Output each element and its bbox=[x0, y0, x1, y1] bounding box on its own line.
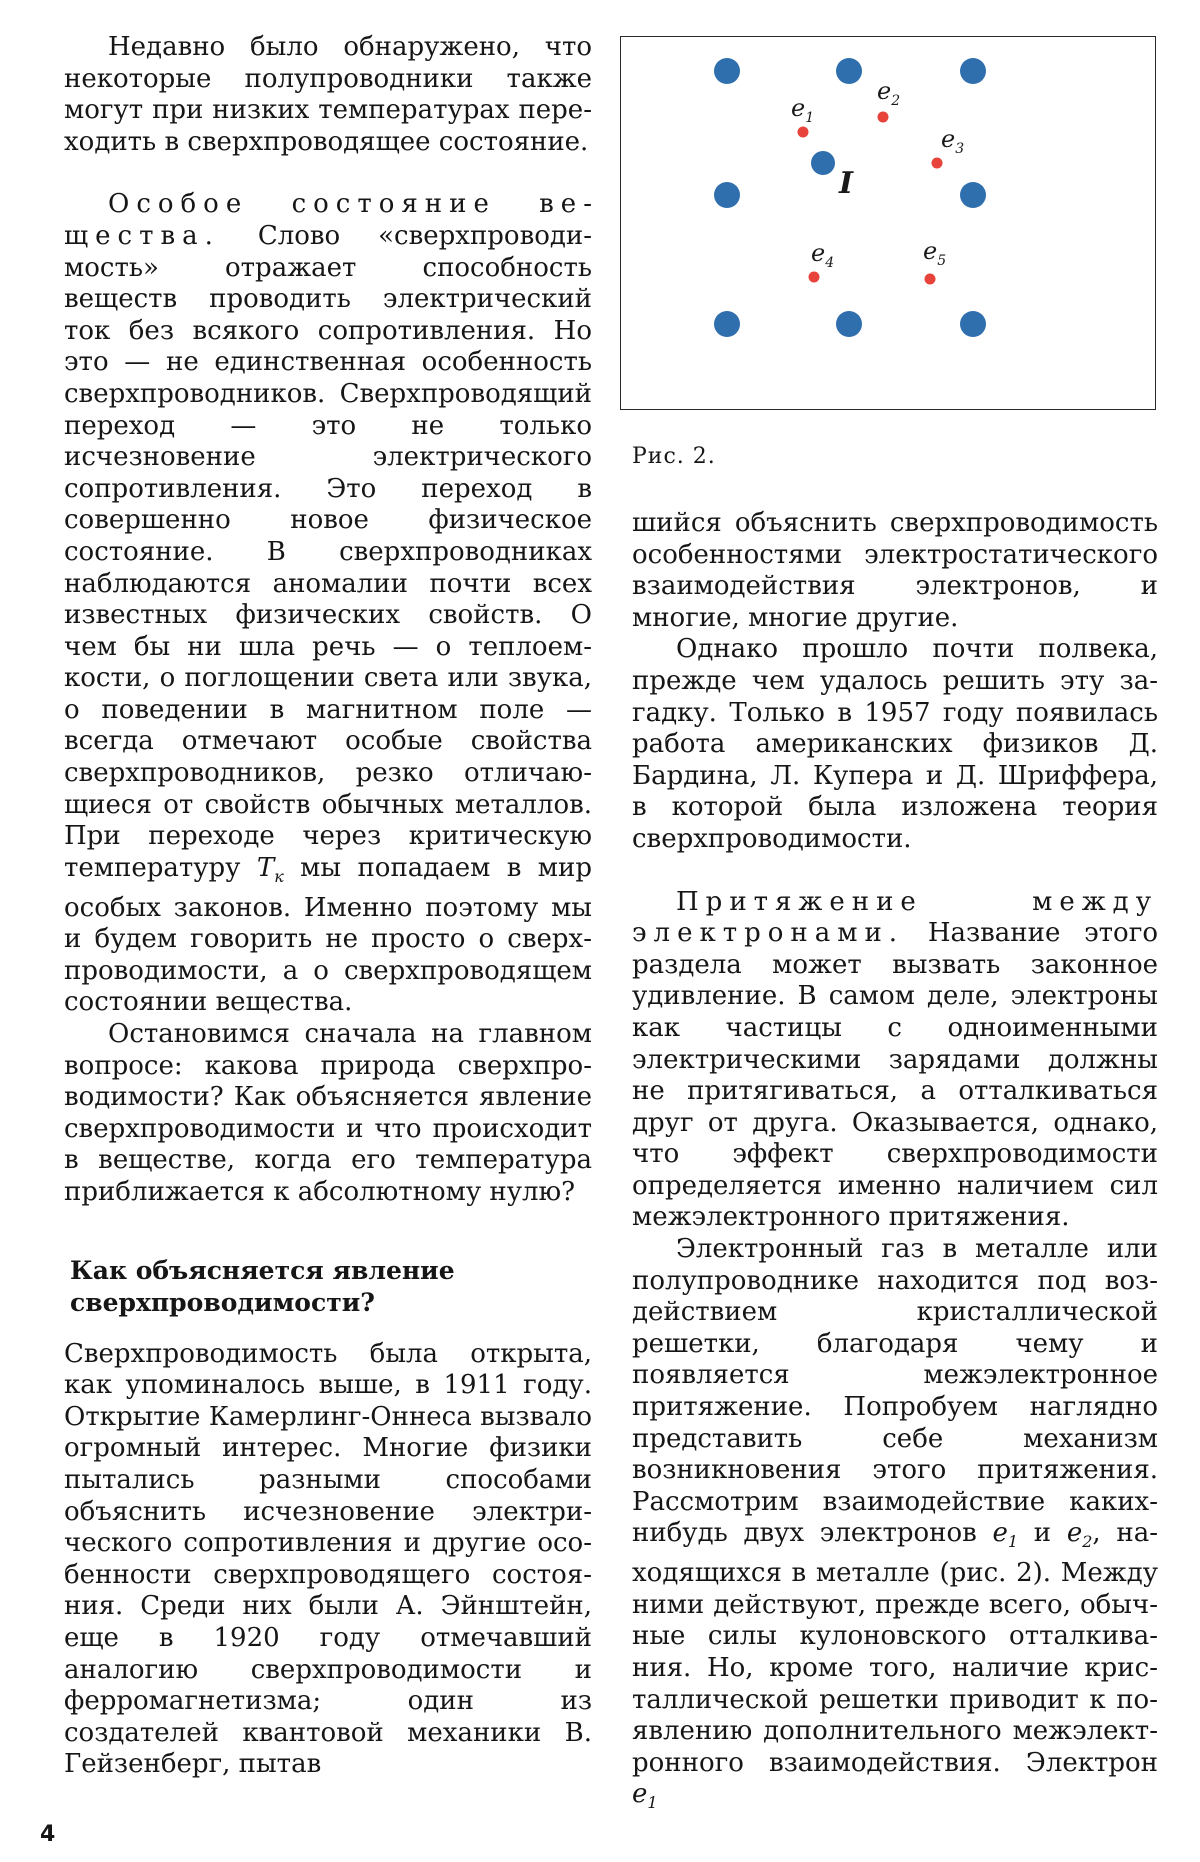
symbol-t: T bbox=[256, 852, 275, 883]
paragraph-electron-gas-b: , находящихся в металле (рис. 2). Между ними действуют, прежде всего, обычные силы кулоновского отталкивания. Но, кроме того, наличие кристаллической решетки приводит к появлению дополнительного межэлектронного взаимодействия. Электрон bbox=[632, 1518, 1158, 1778]
central-ion bbox=[811, 151, 835, 175]
electron-dot-e5 bbox=[925, 274, 936, 285]
electron-dot-e2 bbox=[878, 112, 889, 123]
electron-label-e4: $e_4$ bbox=[811, 239, 835, 271]
lattice-ion bbox=[960, 311, 986, 337]
lattice-ion bbox=[836, 311, 862, 337]
figure-caption: Рис. 2. bbox=[632, 444, 716, 469]
lattice-ion bbox=[960, 58, 986, 84]
symbol-t-subscript: к bbox=[274, 867, 284, 887]
electron-dot-e1 bbox=[798, 127, 809, 138]
lattice-ion bbox=[714, 58, 740, 84]
lattice-ion bbox=[714, 182, 740, 208]
symbol-e-sub: 2 bbox=[1082, 1532, 1093, 1552]
run-in-heading-attraction: Притяжение между электронами. bbox=[632, 886, 1158, 949]
electron-label-e3: $e_3$ bbox=[941, 125, 965, 157]
symbol-e: e bbox=[632, 1779, 648, 1810]
lattice-svg bbox=[621, 37, 1157, 411]
section-heading bbox=[70, 1255, 592, 1319]
lattice-ion bbox=[960, 182, 986, 208]
paragraph-half-century: Однако прошло почти полвека, прежде чем удалось решить эту загадку. Только в 1957 году появилась работа американских физиков Д. Бардина, Л. Купера и Д. Шриффера, в которой была изложена теория сверхпроводимости. bbox=[632, 634, 1158, 854]
symbol-e: e bbox=[992, 1518, 1008, 1549]
electron-label-e1: $e_1$ bbox=[791, 94, 815, 126]
section-heading-line-2: сверхпроводимости? bbox=[70, 1287, 375, 1317]
central-ion-label: I bbox=[839, 166, 854, 201]
paragraph-intro: Недавно было обнаружено, что некоторые полупроводники также могут при низких температурах переходить в сверхпроводящее состояние. bbox=[64, 32, 592, 157]
paragraph-discovery: Сверхпроводимость была открыта, как упоминалось выше, в 1911 году. Открытие Камерлинг-Оннеса вызвало огромный интерес. Многие физики пытались разными способами объяснить исчезновение электрического сопротивления и другие особенности сверхпроводящего состояния. Среди них были А. Эйнштейн, еще в 1920 году отмечавший аналогию сверхпроводимости и ферромагнетизма; один из создателей квантовой механики В. Гейзенберг, пытав bbox=[64, 1338, 592, 1780]
paragraph-attraction-text: Название этого раздела может вызвать законное удивление. В самом деле, электроны как частицы с одноименными электрическими зарядами должны не притягиваться, а отталкиваться друг от друга. Оказывается, однако, что эффект сверхпроводимости определяется именно наличием сил межэлектронного притяжения. bbox=[632, 918, 1158, 1233]
paragraph-special-state-text: Слово «сверхпроводимость» отражает способность веществ проводить электрический ток без всякого сопротивления. Но это — не единственная особенность сверхпроводников. Сверхпроводящий переход — это не только исчезновение электрического сопротивления. Это переход в совершенно новое физическое состояние. В сверхпроводниках наблюдаются аномалии почти всех известных физических свойств. О чем бы ни шла речь — о теплоемкости, о поглощении света или звука, о поведении в магнитном поле — всегда отмечают особые свойства сверхпроводников, резко отличающиеся от свойств обычных металлов. При переходе через критическую температуру bbox=[64, 220, 592, 883]
electron-dot-e3 bbox=[932, 158, 943, 169]
word-and: и bbox=[1033, 1518, 1052, 1549]
section-heading-line-1: Как объясняется явление bbox=[70, 1255, 455, 1285]
paragraph-electron-gas-a: Электронный газ в металле или полупроводнике находится под воздействием кристаллической решетки, благодаря чему и появляется межэлектронное притяжение. Попробуем наглядно представить себе механизм возникновения этого притяжения. Рассмотрим взаимодействие каких-нибудь двух электронов bbox=[632, 1234, 1158, 1549]
electron-e2-symbol bbox=[1066, 1518, 1093, 1552]
electron-dot-e4 bbox=[809, 272, 820, 283]
paragraph-attraction bbox=[632, 887, 1158, 1235]
electron-label-e5: $e_5$ bbox=[923, 237, 947, 269]
paragraph-special-state bbox=[64, 189, 592, 1019]
right-column bbox=[632, 508, 1158, 1819]
electron-e1-symbol bbox=[992, 1518, 1019, 1552]
electron-e1-symbol-end bbox=[632, 1779, 658, 1813]
lattice-ion bbox=[714, 311, 740, 337]
left-column bbox=[64, 32, 592, 1781]
symbol-e-sub: 1 bbox=[1007, 1532, 1019, 1552]
critical-temperature-symbol bbox=[256, 852, 284, 887]
lattice-ion bbox=[836, 58, 862, 84]
electron-label-e2: $e_2$ bbox=[877, 77, 901, 109]
figure-lattice-diagram bbox=[620, 36, 1156, 410]
symbol-e: e bbox=[1066, 1518, 1083, 1549]
paragraph-main-question: Остановимся сначала на главном вопросе: какова природа сверхпроводимости? Как объясняется явление сверхпроводимости и что происходит в веществе, когда его температура приближается к абсолютному нулю? bbox=[64, 1019, 592, 1207]
paragraph-continuation: шийся объяснить сверхпроводимость особенностями электростатического взаимодействия электронов, и многие, многие другие. bbox=[632, 508, 1158, 633]
page-number: 4 bbox=[40, 1822, 56, 1847]
run-in-heading-special-state: Особое состояние вещества. bbox=[64, 189, 592, 251]
paragraph-electron-gas bbox=[632, 1234, 1158, 1819]
symbol-e-sub: 1 bbox=[647, 1793, 658, 1813]
paragraph-special-state-end: мы попадаем в мир особых законов. Именно поэтому мы и будем говорить не просто о сверхпроводимости, а о сверхпроводящем состоянии вещества. bbox=[64, 852, 593, 1018]
